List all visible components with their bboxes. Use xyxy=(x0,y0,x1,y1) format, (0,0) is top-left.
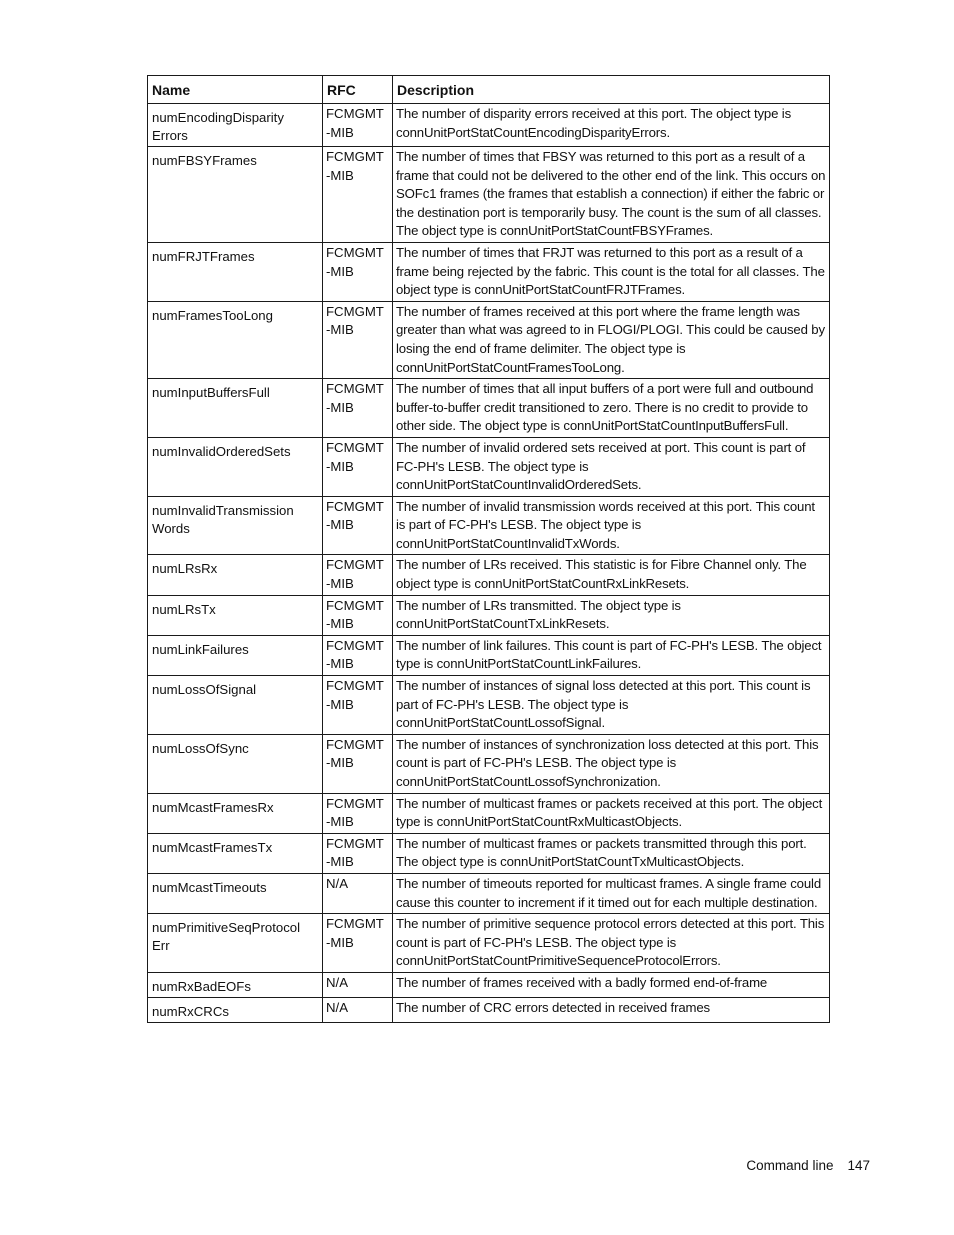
page-footer xyxy=(746,1158,870,1173)
header-description: Description xyxy=(393,76,830,104)
cell-description: The number of frames received with a badly formed end-of-frame xyxy=(393,972,830,997)
cell-rfc: FCMGMT -MIB xyxy=(323,242,393,301)
cell-name: numLinkFailures xyxy=(148,635,323,675)
table-row xyxy=(148,595,830,635)
table-row xyxy=(148,914,830,973)
cell-rfc: FCMGMT -MIB xyxy=(323,379,393,438)
table-row xyxy=(148,301,830,378)
cell-name: numFRJTFrames xyxy=(148,242,323,301)
cell-name: numLossOfSync xyxy=(148,734,323,793)
table-row xyxy=(148,496,830,555)
cell-description: The number of LRs transmitted. The object type is connUnitPortStatCountTxLinkResets. xyxy=(393,595,830,635)
cell-name: numMcastTimeouts xyxy=(148,873,323,913)
cell-rfc: N/A xyxy=(323,997,393,1022)
cell-name: numLRsRx xyxy=(148,555,323,595)
cell-description: The number of times that FBSY was returned to this port as a result of a frame that could not be delivered to the other end of the link. This occurs on SOFc1 frames (the frames that establish a connection) if either the fabric or the destination port is temporarily busy. The count is the sum of all classes. The object type is connUnitPortStatCountFBSYFrames. xyxy=(393,147,830,243)
cell-description: The number of timeouts reported for multicast frames. A single frame could cause this counter to increment if it timed out for each multiple destination. xyxy=(393,873,830,913)
page-number: 147 xyxy=(847,1158,870,1173)
cell-name: numMcastFramesRx xyxy=(148,793,323,833)
cell-description: The number of invalid transmission words received at this port. This count is part of FC-PH's LESB. The object type is connUnitPortStatCountInvalidTxWords. xyxy=(393,496,830,555)
cell-description: The number of times that all input buffers of a port were full and outbound buffer-to-buffer credit transitioned to zero. There is no credit to provide to other side. The object type is connUnitPortStatCountInputBuffersFull. xyxy=(393,379,830,438)
table-row xyxy=(148,997,830,1022)
cell-description: The number of frames received at this port where the frame length was greater than what was agreed to in FLOGI/PLOGI. This could be caused by losing the end of frame delimiter. The object type is connUnitPortStatCountFramesTooLong. xyxy=(393,301,830,378)
header-rfc: RFC xyxy=(323,76,393,104)
table-row xyxy=(148,635,830,675)
cell-rfc: FCMGMT -MIB xyxy=(323,147,393,243)
table-row xyxy=(148,379,830,438)
cell-description: The number of disparity errors received at this port. The object type is connUnitPortStatCountEncodingDisparityErrors. xyxy=(393,104,830,147)
cell-rfc: FCMGMT -MIB xyxy=(323,793,393,833)
cell-description: The number of times that FRJT was returned to this port as a result of a frame being rejected by the fabric. This count is the total for all classes. The object type is connUnitPortStatCountFRJTFrames. xyxy=(393,242,830,301)
cell-name: numFBSYFrames xyxy=(148,147,323,243)
cell-name: numInputBuffersFull xyxy=(148,379,323,438)
table-header-row xyxy=(148,76,830,104)
footer-section-title: Command line xyxy=(746,1158,834,1173)
cell-name: numLossOfSignal xyxy=(148,676,323,735)
cell-rfc: N/A xyxy=(323,873,393,913)
cell-rfc: FCMGMT -MIB xyxy=(323,914,393,973)
cell-description: The number of LRs received. This statistic is for Fibre Channel only. The object type is connUnitPortStatCountRxLinkResets. xyxy=(393,555,830,595)
table-row xyxy=(148,873,830,913)
cell-name: numPrimitiveSeqProtocol Err xyxy=(148,914,323,973)
table-row xyxy=(148,833,830,873)
cell-name: numMcastFramesTx xyxy=(148,833,323,873)
cell-rfc: N/A xyxy=(323,972,393,997)
cell-rfc: FCMGMT -MIB xyxy=(323,496,393,555)
cell-name: numFramesTooLong xyxy=(148,301,323,378)
cell-rfc: FCMGMT -MIB xyxy=(323,833,393,873)
table-row xyxy=(148,104,830,147)
cell-name: numInvalidOrderedSets xyxy=(148,437,323,496)
cell-rfc: FCMGMT -MIB xyxy=(323,437,393,496)
header-name: Name xyxy=(148,76,323,104)
cell-name: numInvalidTransmission Words xyxy=(148,496,323,555)
cell-name: numLRsTx xyxy=(148,595,323,635)
cell-rfc: FCMGMT -MIB xyxy=(323,635,393,675)
cell-description: The number of instances of signal loss detected at this port. This count is part of FC-PH's LESB. The object type is connUnitPortStatCountLossofSignal. xyxy=(393,676,830,735)
cell-description: The number of multicast frames or packets transmitted through this port. The object type is connUnitPortStatCountTxMulticastObjects. xyxy=(393,833,830,873)
cell-rfc: FCMGMT -MIB xyxy=(323,734,393,793)
table-row xyxy=(148,972,830,997)
cell-name: numRxCRCs xyxy=(148,997,323,1022)
cell-description: The number of CRC errors detected in received frames xyxy=(393,997,830,1022)
cell-rfc: FCMGMT -MIB xyxy=(323,555,393,595)
cell-description: The number of link failures. This count is part of FC-PH's LESB. The object type is connUnitPortStatCountLinkFailures. xyxy=(393,635,830,675)
cell-name: numRxBadEOFs xyxy=(148,972,323,997)
table-row xyxy=(148,242,830,301)
cell-rfc: FCMGMT -MIB xyxy=(323,676,393,735)
cell-description: The number of invalid ordered sets received at port. This count is part of FC-PH's LESB. The object type is connUnitPortStatCountInvalidOrderedSets. xyxy=(393,437,830,496)
table-row xyxy=(148,437,830,496)
cell-description: The number of instances of synchronization loss detected at this port. This count is part of FC-PH's LESB. The object type is connUnitPortStatCountLossofSynchronization. xyxy=(393,734,830,793)
cell-rfc: FCMGMT -MIB xyxy=(323,104,393,147)
cell-rfc: FCMGMT -MIB xyxy=(323,301,393,378)
table-row xyxy=(148,676,830,735)
cell-name: numEncodingDisparity Errors xyxy=(148,104,323,147)
cell-description: The number of primitive sequence protocol errors detected at this port. This count is part of FC-PH's LESB. The object type is connUnitPortStatCountPrimitiveSequenceProtocolErrors. xyxy=(393,914,830,973)
table-row xyxy=(148,793,830,833)
table-body xyxy=(148,104,830,1023)
cell-rfc: FCMGMT -MIB xyxy=(323,595,393,635)
table-row xyxy=(148,734,830,793)
cell-description: The number of multicast frames or packets received at this port. The object type is connUnitPortStatCountRxMulticastObjects. xyxy=(393,793,830,833)
table-row xyxy=(148,147,830,243)
mib-statistics-table xyxy=(147,75,830,1023)
table-row xyxy=(148,555,830,595)
